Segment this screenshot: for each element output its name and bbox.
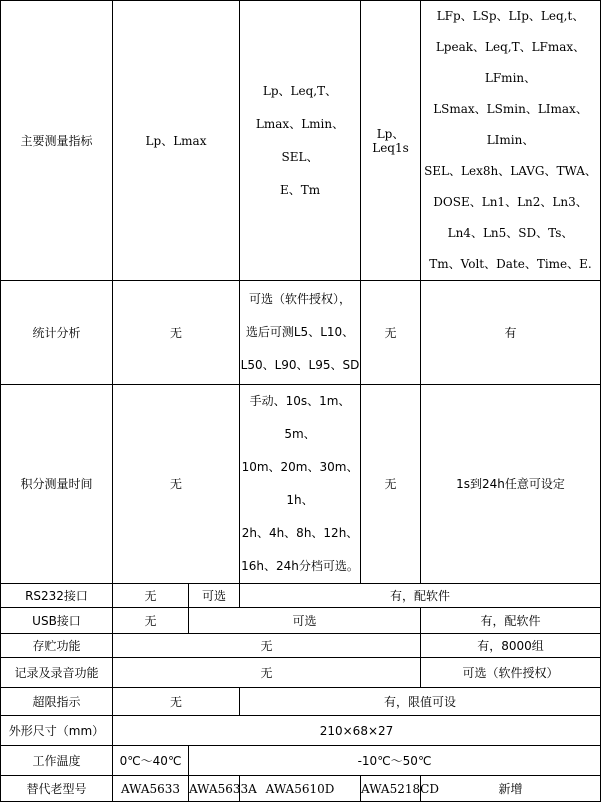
cell-line: 可选（软件授权），	[249, 292, 352, 306]
row-temperature	[1, 746, 601, 776]
row-overlimit	[1, 688, 601, 716]
row-label: 主要测量指标	[1, 1, 113, 281]
row-label: 外形尺寸（mm）	[1, 716, 113, 746]
cell-line: 手动、10s、1m、5m、	[249, 394, 351, 441]
cell-line: LFp、LSp、LIp、Leq,t、	[436, 9, 585, 23]
cell-model-4	[421, 1, 601, 281]
row-label: 替代老型号	[1, 776, 113, 802]
cell-all-models: 210×68×27	[113, 716, 601, 746]
row-label: 积分测量时间	[1, 385, 113, 584]
cell-models-2-4: 有，配软件	[240, 584, 601, 608]
row-label: RS232接口	[1, 584, 113, 608]
cell-model-1: 无	[113, 608, 189, 634]
cell-models-1b-3: 可选	[189, 608, 421, 634]
cell-line: LSmax、LSmin、LImax、LImin、	[433, 102, 588, 147]
cell-line: DOSE、Ln1、Ln2、Ln3、	[433, 195, 588, 209]
cell-model-3: 无	[361, 385, 421, 584]
cell-model-1: 无	[113, 584, 189, 608]
cell-line: 2h、4h、8h、12h、	[241, 526, 359, 540]
cell-line: 10m、20m、30m、1h、	[241, 460, 359, 507]
cell-model-1b: 可选	[189, 584, 240, 608]
row-label: USB接口	[1, 608, 113, 634]
cell-model-4: 有，配软件	[421, 608, 601, 634]
row-label: 记录及录音功能	[1, 658, 113, 688]
row-storage	[1, 634, 601, 658]
row-label: 统计分析	[1, 281, 113, 385]
row-recording	[1, 658, 601, 688]
cell-model-4: 1s到24h任意可设定	[421, 385, 601, 584]
row-label: 超限指示	[1, 688, 113, 716]
cell-model-2	[240, 281, 361, 385]
row-main-metrics	[1, 1, 601, 281]
cell-model-1: 无	[113, 385, 240, 584]
cell-line: Ln4、Ln5、SD、Ts、	[447, 226, 574, 240]
cell-model-1: AWA5633	[113, 776, 189, 802]
cell-models-2-4: 有，限值可设	[240, 688, 601, 716]
cell-model-2	[240, 1, 361, 281]
row-rs232	[1, 584, 601, 608]
cell-model-1b: AWA5633A	[189, 776, 240, 802]
cell-model-1: 无	[113, 281, 240, 385]
cell-model-3: Lp、Leq1s	[361, 1, 421, 281]
cell-model-3: 无	[361, 281, 421, 385]
row-integration	[1, 385, 601, 584]
cell-line: Tm、Volt、Date、Time、E.	[429, 257, 592, 271]
cell-model-4: 新增	[421, 776, 601, 802]
cell-line: 选后可测L5、L10、	[245, 325, 355, 339]
row-usb	[1, 608, 601, 634]
cell-model-4: 有	[421, 281, 601, 385]
cell-model-2: AWA5610D	[240, 776, 361, 802]
cell-model-1: Lp、Lmax	[113, 1, 240, 281]
cell-model-1: 0℃～40℃	[113, 746, 189, 776]
cell-line: SEL、Lex8h、LAVG、TWA、	[424, 164, 597, 178]
cell-models-1b-4: -10℃～50℃	[189, 746, 601, 776]
cell-line: 16h、24h分档可选。	[241, 559, 359, 573]
cell-models-1-3: 无	[113, 634, 421, 658]
cell-models-1-3: 无	[113, 658, 421, 688]
cell-line: L50、L90、L95、SD	[240, 358, 360, 372]
row-replaces	[1, 776, 601, 802]
cell-model-2	[240, 385, 361, 584]
cell-model-4: 可选（软件授权）	[421, 658, 601, 688]
cell-line: Lpeak、Leq,T、LFmax、LFmin、	[435, 40, 586, 85]
row-stats	[1, 281, 601, 385]
cell-line: E、Tm	[279, 182, 321, 197]
cell-model-4: 有，8000组	[421, 634, 601, 658]
row-label: 存贮功能	[1, 634, 113, 658]
cell-model-1: 无	[113, 688, 240, 716]
cell-line: Lmax、Lmin、SEL、	[255, 116, 345, 164]
row-label: 工作温度	[1, 746, 113, 776]
cell-line: Lp、Leq,T、	[262, 83, 338, 98]
cell-model-3: AWA5218CD	[361, 776, 421, 802]
row-dimensions	[1, 716, 601, 746]
